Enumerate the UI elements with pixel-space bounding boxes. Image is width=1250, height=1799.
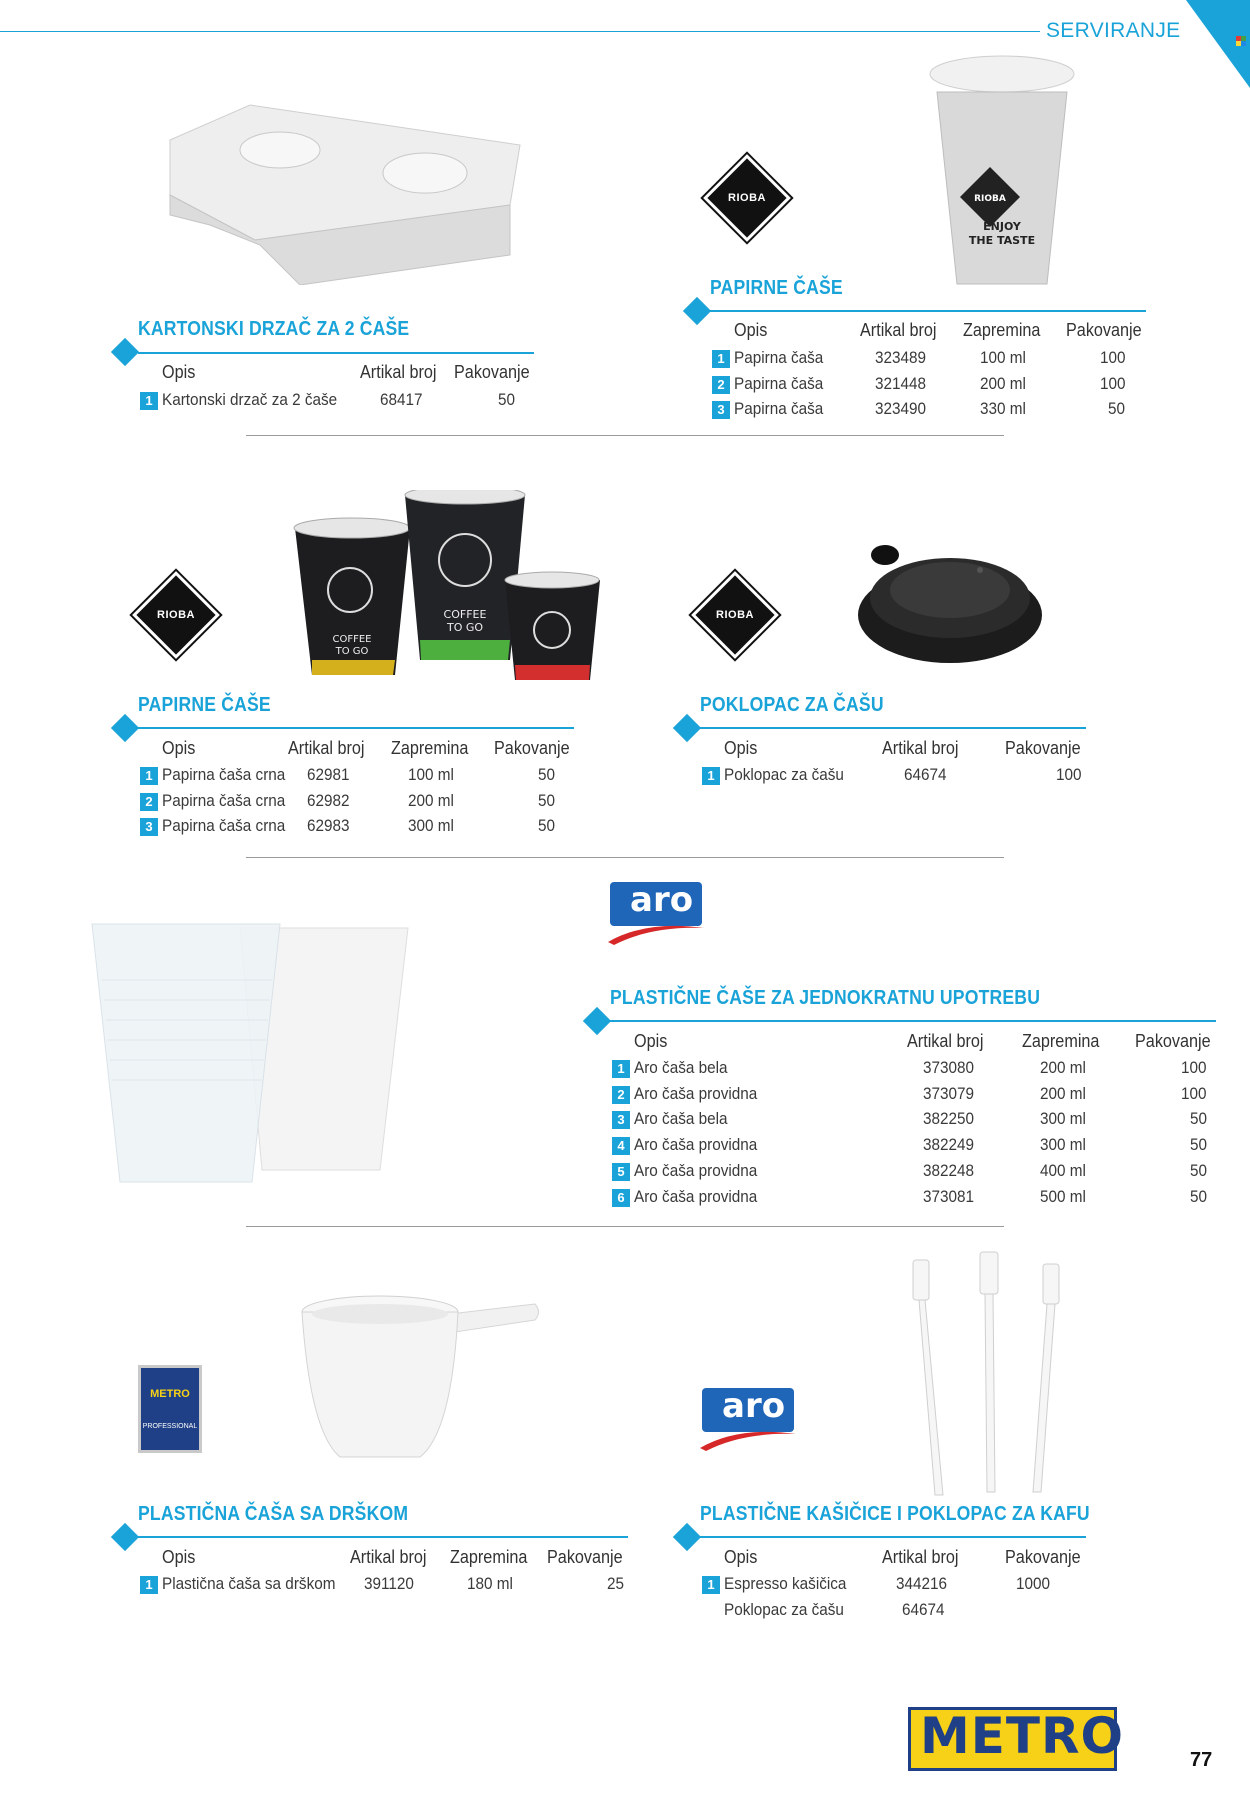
plasticne-pakovanje-3: 50 — [1190, 1109, 1208, 1128]
plasticne-artikal-3: 382250 — [923, 1109, 975, 1128]
plasticne-num-2: 2 — [612, 1086, 630, 1104]
plasticne-hdr-artikal: Artikal broj — [907, 1031, 984, 1051]
papirne-rioba-opis-3: Papirna čaša — [734, 399, 824, 418]
drska-row-zapremina: 180 ml — [467, 1574, 513, 1593]
drska-hdr-artikal: Artikal broj — [350, 1547, 427, 1567]
section-label: SERVIRANJE — [1046, 19, 1181, 42]
drska-row-pakovanje: 25 — [607, 1574, 625, 1593]
separator-2 — [246, 857, 1004, 858]
papirne-crne-artikal-3: 62983 — [307, 816, 350, 835]
papirne-rioba-opis-1: Papirna čaša — [734, 348, 824, 367]
papirne-rioba-artikal-3: 323490 — [875, 399, 927, 418]
kartonski-hdr-pakovanje: Pakovanje — [454, 362, 530, 382]
aro-logo-2-swoosh — [698, 1424, 798, 1452]
plasticne-opis-5: Aro čaša providna — [634, 1161, 758, 1180]
kasicice-pakovanje-1: 1000 — [1016, 1574, 1051, 1593]
kasicice-artikal-1: 344216 — [896, 1574, 948, 1593]
kasicice-title: PLASTIČNE KAŠIČICE I POKLOPAC ZA KAFU — [700, 1503, 1090, 1525]
papirne-rioba-zapremina-3: 330 ml — [980, 399, 1026, 418]
papirne-crne-artikal-1: 62981 — [307, 765, 350, 784]
plasticne-num-3: 3 — [612, 1111, 630, 1129]
cup-rioba-print: RIOBA — [974, 194, 1006, 204]
metro-professional-logo — [138, 1365, 202, 1453]
papirne-crne-hdr-zapremina: Zapremina — [391, 738, 469, 758]
papirne-crne-num-3: 3 — [140, 818, 158, 836]
kasicice-hdr-artikal: Artikal broj — [882, 1547, 959, 1567]
poklopac-row-num: 1 — [702, 767, 720, 785]
kartonski-title-line — [138, 352, 534, 354]
papirne-crne-pakovanje-1: 50 — [538, 765, 556, 784]
papirne-rioba-pakovanje-3: 50 — [1108, 399, 1126, 418]
papirne-crne-title-line — [138, 727, 574, 729]
plasticne-pakovanje-1: 100 — [1181, 1058, 1207, 1077]
papirne-crne-opis-1: Papirna čaša crna — [162, 765, 286, 784]
plasticne-hdr-opis: Opis — [634, 1031, 668, 1051]
papirne-rioba-title: PAPIRNE ČAŠE — [710, 277, 843, 299]
kasicice-num-1: 1 — [702, 1576, 720, 1594]
plasticne-zapremina-6: 500 ml — [1040, 1187, 1086, 1206]
poklopac-hdr-pakovanje: Pakovanje — [1005, 738, 1081, 758]
aro-logo-1-text: aro — [630, 880, 694, 920]
metro-professional-subtext: PROFESSIONAL — [142, 1423, 198, 1430]
papirne-crne-zapremina-1: 100 ml — [408, 765, 454, 784]
coffee-stirrers-image — [905, 1250, 1065, 1500]
plasticne-zapremina-2: 200 ml — [1040, 1084, 1086, 1103]
kasicice-diamond — [673, 1523, 701, 1551]
coffee-print-1a: COFFEE — [332, 634, 372, 645]
plasticne-zapremina-4: 300 ml — [1040, 1135, 1086, 1154]
corner-decoration — [1170, 0, 1250, 88]
papirne-rioba-artikal-1: 323489 — [875, 348, 927, 367]
poklopac-hdr-opis: Opis — [724, 738, 758, 758]
papirne-rioba-pakovanje-1: 100 — [1100, 348, 1126, 367]
aro-logo-2-text: aro — [722, 1386, 786, 1426]
papirne-crne-hdr-opis: Opis — [162, 738, 196, 758]
plasticne-artikal-1: 373080 — [923, 1058, 975, 1077]
plasticne-opis-3: Aro čaša bela — [634, 1109, 728, 1128]
drska-hdr-zapremina: Zapremina — [450, 1547, 528, 1567]
metro-logo-text: METRO — [920, 1707, 1125, 1765]
papirne-crne-hdr-artikal: Artikal broj — [288, 738, 365, 758]
plasticne-zapremina-1: 200 ml — [1040, 1058, 1086, 1077]
plasticne-pakovanje-2: 100 — [1181, 1084, 1207, 1103]
plasticne-opis-1: Aro čaša bela — [634, 1058, 728, 1077]
papirne-rioba-diamond — [683, 297, 711, 325]
plasticne-zapremina-3: 300 ml — [1040, 1109, 1086, 1128]
plasticne-diamond — [583, 1007, 611, 1035]
coffee-print-1b: TO GO — [335, 646, 369, 657]
black-paper-cups-image — [290, 490, 610, 690]
kartonski-hdr-artikal: Artikal broj — [360, 362, 437, 382]
drska-diamond — [111, 1523, 139, 1551]
papirne-rioba-artikal-2: 321448 — [875, 374, 927, 393]
metro-professional-text: METRO — [150, 1388, 190, 1400]
papirne-crne-pakovanje-2: 50 — [538, 791, 556, 810]
kartonski-row-opis: Kartonski drzač za 2 čaše — [162, 390, 338, 409]
papirne-crne-opis-2: Papirna čaša crna — [162, 791, 286, 810]
papirne-rioba-hdr-opis: Opis — [734, 320, 768, 340]
kasicice-opis-1: Espresso kašičica — [724, 1574, 847, 1593]
plasticne-hdr-pakovanje: Pakovanje — [1135, 1031, 1211, 1051]
papirne-rioba-num-2: 2 — [712, 376, 730, 394]
papirne-rioba-zapremina-2: 200 ml — [980, 374, 1026, 393]
papirne-rioba-hdr-pakovanje: Pakovanje — [1066, 320, 1142, 340]
papirne-rioba-num-3: 3 — [712, 401, 730, 419]
plasticne-hdr-zapremina: Zapremina — [1022, 1031, 1100, 1051]
plasticne-num-4: 4 — [612, 1137, 630, 1155]
kartonski-row-num: 1 — [140, 392, 158, 410]
plasticne-artikal-6: 373081 — [923, 1187, 975, 1206]
papirne-rioba-hdr-zapremina: Zapremina — [963, 320, 1041, 340]
kasicice-title-line — [700, 1536, 1086, 1538]
papirne-rioba-hdr-artikal: Artikal broj — [860, 320, 937, 340]
poklopac-row-opis: Poklopac za čašu — [724, 765, 844, 784]
kartonski-title: KARTONSKI DRZAČ ZA 2 ČAŠE — [138, 318, 410, 340]
drska-hdr-pakovanje: Pakovanje — [547, 1547, 623, 1567]
cup-lid-image — [855, 530, 1045, 670]
plasticne-artikal-4: 382249 — [923, 1135, 975, 1154]
poklopac-row-pakovanje: 100 — [1056, 765, 1082, 784]
papirne-crne-zapremina-2: 200 ml — [408, 791, 454, 810]
rioba-paper-cup-image — [925, 52, 1080, 292]
kasicice-artikal-2: 64674 — [902, 1600, 945, 1619]
plasticne-pakovanje-5: 50 — [1190, 1161, 1208, 1180]
plasticne-pakovanje-4: 50 — [1190, 1135, 1208, 1154]
plasticne-opis-4: Aro čaša providna — [634, 1135, 758, 1154]
kasicice-hdr-pakovanje: Pakovanje — [1005, 1547, 1081, 1567]
plasticne-num-6: 6 — [612, 1189, 630, 1207]
plasticne-title: PLASTIČNE ČAŠE ZA JEDNOKRATNU UPOTREBU — [610, 987, 1041, 1009]
poklopac-diamond — [673, 714, 701, 742]
cup-enjoy-print: ENJOY — [983, 220, 1021, 233]
poklopac-hdr-artikal: Artikal broj — [882, 738, 959, 758]
plastic-cups-image — [90, 920, 420, 1190]
papirne-crne-artikal-2: 62982 — [307, 791, 350, 810]
drska-row-opis: Plastična čaša sa drškom — [162, 1574, 336, 1593]
poklopac-row-artikal: 64674 — [904, 765, 947, 784]
kasicice-hdr-opis: Opis — [724, 1547, 758, 1567]
plasticne-title-line — [610, 1020, 1216, 1022]
plasticne-artikal-2: 373079 — [923, 1084, 975, 1103]
papirne-rioba-opis-2: Papirna čaša — [734, 374, 824, 393]
poklopac-title-line — [700, 727, 1086, 729]
plasticne-opis-6: Aro čaša providna — [634, 1187, 758, 1206]
kasicice-opis-2: Poklopac za čašu — [724, 1600, 844, 1619]
cardboard-holder-image — [160, 85, 530, 285]
papirne-rioba-pakovanje-2: 100 — [1100, 374, 1126, 393]
aro-logo-1-swoosh — [606, 918, 706, 946]
papirne-crne-diamond — [111, 714, 139, 742]
rioba-logo-3-text: RIOBA — [716, 609, 754, 621]
kartonski-hdr-opis: Opis — [162, 362, 196, 382]
coffee-print-2a: COFFEE — [443, 608, 487, 621]
papirne-crne-num-2: 2 — [140, 793, 158, 811]
drska-row-artikal: 391120 — [364, 1574, 414, 1593]
drska-title-line — [138, 1536, 628, 1538]
kartonski-row-artikal: 68417 — [380, 390, 423, 409]
separator-3 — [246, 1226, 1004, 1227]
papirne-crne-pakovanje-3: 50 — [538, 816, 556, 835]
plasticne-num-5: 5 — [612, 1163, 630, 1181]
plasticne-pakovanje-6: 50 — [1190, 1187, 1208, 1206]
header-rule — [0, 31, 1040, 32]
papirne-crne-opis-3: Papirna čaša crna — [162, 816, 286, 835]
rioba-logo-1-text: RIOBA — [728, 192, 766, 204]
kartonski-diamond — [111, 338, 139, 366]
separator-1 — [246, 435, 1004, 436]
page-number: 77 — [1190, 1749, 1213, 1771]
kartonski-row-pakovanje: 50 — [498, 390, 516, 409]
rioba-logo-2-text: RIOBA — [157, 609, 195, 621]
plasticne-artikal-5: 382248 — [923, 1161, 975, 1180]
plasticne-opis-2: Aro čaša providna — [634, 1084, 758, 1103]
coffee-print-2b: TO GO — [446, 621, 484, 634]
drska-row-num: 1 — [140, 1576, 158, 1594]
cup-with-handle-image — [300, 1292, 545, 1467]
papirne-rioba-num-1: 1 — [712, 350, 730, 368]
poklopac-title: POKLOPAC ZA ČAŠU — [700, 694, 884, 716]
papirne-crne-hdr-pakovanje: Pakovanje — [494, 738, 570, 758]
papirne-crne-zapremina-3: 300 ml — [408, 816, 454, 835]
cup-taste-print: THE TASTE — [968, 234, 1036, 247]
drska-hdr-opis: Opis — [162, 1547, 196, 1567]
plasticne-num-1: 1 — [612, 1060, 630, 1078]
papirne-rioba-title-line — [710, 310, 1146, 312]
papirne-crne-num-1: 1 — [140, 767, 158, 785]
papirne-crne-title: PAPIRNE ČAŠE — [138, 694, 271, 716]
papirne-rioba-zapremina-1: 100 ml — [980, 348, 1026, 367]
drska-title: PLASTIČNA ČAŠA SA DRŠKOM — [138, 1503, 409, 1525]
plasticne-zapremina-5: 400 ml — [1040, 1161, 1086, 1180]
